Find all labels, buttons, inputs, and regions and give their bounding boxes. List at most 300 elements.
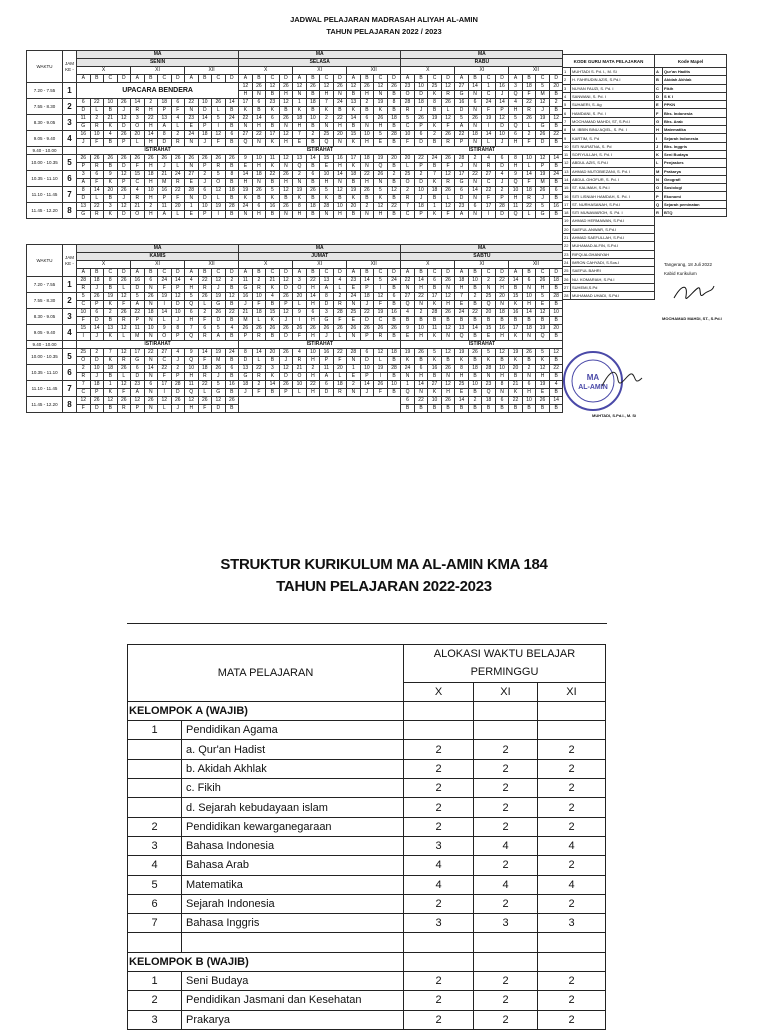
- subject-code: H: [495, 373, 509, 381]
- teacher-number: 9: [563, 134, 571, 142]
- teacher-code: 16: [320, 349, 334, 357]
- teacher-code: 16: [509, 309, 523, 317]
- subject-name: S K I: [663, 92, 727, 100]
- teacher-code: 27: [401, 293, 415, 301]
- subject-code: K: [239, 107, 253, 115]
- subject-code: E: [401, 333, 415, 341]
- teacher-code: 2: [198, 309, 212, 317]
- teacher-code: 26: [198, 155, 212, 163]
- teacher-code: 7: [77, 381, 91, 389]
- rombel-header: D: [495, 75, 509, 83]
- teacher-code: 22: [252, 131, 266, 139]
- subject-number: 5: [128, 875, 182, 894]
- teacher-number: 24: [563, 258, 571, 266]
- subject-name: Sejarah peminatan: [663, 200, 727, 208]
- class-header: XI: [538, 682, 606, 701]
- teacher-code: 11: [320, 365, 334, 373]
- teacher-code: 22: [414, 155, 428, 163]
- subject-code: Q: [536, 333, 550, 341]
- subject-code: P: [360, 333, 374, 341]
- subject-code: L: [171, 211, 185, 219]
- subject-code: H: [374, 123, 388, 131]
- subject-code: R: [77, 285, 91, 293]
- teacher-code: 18: [198, 131, 212, 139]
- hours-x: [404, 721, 474, 740]
- subject-code: H: [306, 389, 320, 397]
- teacher-code: 10: [198, 99, 212, 107]
- school-header: MA: [77, 245, 239, 253]
- teacher-name: SUHAERI, S. Ag: [571, 101, 655, 109]
- teacher-code: 6: [509, 131, 523, 139]
- teacher-code: 2: [293, 171, 307, 179]
- subject-key: M: [655, 167, 663, 175]
- teacher-code: 1: [428, 203, 442, 211]
- subject-code: G: [212, 301, 226, 309]
- teacher-code: 26: [414, 115, 428, 123]
- teacher-code: 25: [401, 171, 415, 179]
- teacher-code: 16: [239, 293, 253, 301]
- time-cell: 11.10 - 11.45: [27, 187, 63, 203]
- waktu-header: WAKTU: [27, 245, 63, 277]
- subject-key: L: [655, 159, 663, 167]
- teacher-name: SAEFUL BAHRI: [571, 267, 655, 275]
- teacher-code: 8: [293, 203, 307, 211]
- table-row: [128, 740, 606, 759]
- curriculum-title: STRUKTUR KURIKULUM MA AL-AMIN KMA 184: [220, 556, 548, 573]
- subject-code: B: [522, 357, 536, 365]
- teacher-code: 26: [171, 397, 185, 405]
- teacher-number: 17: [563, 200, 571, 208]
- teacher-name: AHMAD SAEFULLAH, S.Pd.I: [571, 233, 655, 241]
- subject-number: 1: [128, 972, 182, 991]
- teacher-code: 2: [252, 277, 266, 285]
- teacher-number: 15: [563, 184, 571, 192]
- teacher-code: 10: [414, 187, 428, 195]
- rombel-header: A: [455, 75, 469, 83]
- subject-code: P: [171, 333, 185, 341]
- teacher-code: 23: [401, 83, 415, 91]
- empty-cell: [404, 701, 474, 720]
- subject-key: C: [655, 84, 663, 92]
- mapel-header: MATA PELAJARAN: [128, 645, 404, 702]
- teacher-code: 12: [441, 83, 455, 91]
- subject-code: B: [333, 107, 347, 115]
- subject-code: N: [468, 91, 482, 99]
- teacher-name: KARTIM, S. Pd: [571, 134, 655, 142]
- teacher-code: 14: [509, 277, 523, 285]
- subject-code: Q: [509, 91, 523, 99]
- subject-code: J: [495, 139, 509, 147]
- teacher-code: 26: [279, 203, 293, 211]
- time-cell: 7.20 - 7.55: [27, 83, 63, 99]
- subject-code: B: [468, 373, 482, 381]
- teacher-code: 26: [117, 309, 131, 317]
- teacher-code: 28: [171, 381, 185, 389]
- rombel-header: D: [441, 269, 455, 277]
- subject-code: B: [455, 317, 469, 325]
- teacher-code: 26: [306, 325, 320, 333]
- teacher-code: 5: [374, 187, 388, 195]
- teacher-code: 10: [144, 187, 158, 195]
- teacher-code: 26: [252, 187, 266, 195]
- time-cell: 11.10 - 11.45: [27, 381, 63, 397]
- istirahat-label: ISTIRAHAT: [401, 147, 563, 155]
- teacher-code: 10: [360, 365, 374, 373]
- subject-code: D: [455, 107, 469, 115]
- teacher-name: SITI NURATNA, S. Pd: [571, 142, 655, 150]
- teacher-code: 2: [468, 293, 482, 301]
- subject-code: H: [279, 139, 293, 147]
- subject-code: B: [266, 389, 280, 397]
- teacher-code: 10: [360, 131, 374, 139]
- subject-code: R: [293, 357, 307, 365]
- subject-code: B: [104, 163, 118, 171]
- subject-code: R: [333, 301, 347, 309]
- teacher-code: 20: [549, 83, 563, 91]
- subject-code: J: [360, 389, 374, 397]
- teacher-code: 18: [522, 187, 536, 195]
- teacher-code: 24: [239, 203, 253, 211]
- teacher-code: 18: [333, 381, 347, 389]
- teacher-code: 11: [131, 325, 145, 333]
- teacher-code: 26: [441, 187, 455, 195]
- rombel-header: C: [158, 269, 172, 277]
- teacher-number: 19: [563, 217, 571, 225]
- subject-code: R: [117, 405, 131, 413]
- teacher-code: 12: [77, 397, 91, 405]
- teacher-code: 26: [522, 349, 536, 357]
- teacher-code: 26: [144, 155, 158, 163]
- teacher-code: 6: [77, 99, 91, 107]
- teacher-code: 21: [266, 277, 280, 285]
- subject-code: K: [347, 195, 361, 203]
- subject-code: P: [198, 123, 212, 131]
- subject-code: B: [225, 123, 239, 131]
- subject-code: B: [266, 123, 280, 131]
- subject-number: 7: [128, 914, 182, 933]
- teacher-code: 8: [428, 99, 442, 107]
- teacher-number: 4: [563, 92, 571, 100]
- teacher-code: 5: [185, 293, 199, 301]
- subject-key: O: [655, 184, 663, 192]
- subject-code: L: [90, 195, 104, 203]
- teacher-code: 12: [333, 187, 347, 195]
- teacher-code: 12: [131, 397, 145, 405]
- subject-code: N: [441, 373, 455, 381]
- teacher-code: 26: [441, 277, 455, 285]
- subject-code: E: [455, 389, 469, 397]
- rombel-header: A: [293, 269, 307, 277]
- subject-code: H: [252, 211, 266, 219]
- subject-code: O: [401, 179, 415, 187]
- hours-xi: 4: [474, 875, 538, 894]
- teacher-code: 1: [104, 381, 118, 389]
- hours-xii: 4: [538, 836, 606, 855]
- teacher-code: 18: [293, 115, 307, 123]
- teacher-code: 9: [401, 325, 415, 333]
- teacher-code: 18: [144, 309, 158, 317]
- teacher-code: 26: [212, 309, 226, 317]
- class-header: X: [77, 261, 131, 269]
- teacher-number: 26: [563, 275, 571, 283]
- subject-code: L: [441, 195, 455, 203]
- teacher-code: 12: [279, 365, 293, 373]
- teacher-code: 18: [306, 203, 320, 211]
- subject-code: N: [144, 357, 158, 365]
- subject-code: J: [414, 107, 428, 115]
- teacher-code: 12: [549, 349, 563, 357]
- subject-name: Sosiologi: [663, 184, 727, 192]
- subject-code: K: [104, 123, 118, 131]
- teacher-code: 26: [468, 115, 482, 123]
- subject-code: R: [198, 285, 212, 293]
- teacher-code: 26: [536, 187, 550, 195]
- hours-xii: 2: [538, 856, 606, 875]
- subject-code: C: [158, 357, 172, 365]
- teacher-code: 8: [509, 155, 523, 163]
- subject-code: B: [104, 285, 118, 293]
- teacher-code: 14: [239, 171, 253, 179]
- teacher-code: 26: [536, 277, 550, 285]
- teacher-code: 26: [117, 155, 131, 163]
- teacher-code: 28: [455, 155, 469, 163]
- upacara-label: UPACARA BENDERA: [77, 83, 239, 99]
- teacher-code: 17: [266, 131, 280, 139]
- subject-code: E: [347, 373, 361, 381]
- teacher-code: 22: [360, 171, 374, 179]
- subject-code: B: [509, 373, 523, 381]
- subject-code: H: [144, 123, 158, 131]
- subject-code: B: [225, 179, 239, 187]
- teacher-code: 5: [455, 115, 469, 123]
- teacher-code: 19: [401, 349, 415, 357]
- teacher-code: 22: [306, 277, 320, 285]
- teacher-code: 20: [347, 203, 361, 211]
- subject-code: B: [536, 317, 550, 325]
- subject-number: [128, 759, 182, 778]
- teacher-code: 2: [360, 203, 374, 211]
- subject-code: B: [387, 285, 401, 293]
- hours-xi: 2: [474, 759, 538, 778]
- teacher-code: 13: [77, 203, 91, 211]
- empty-cell: [128, 933, 182, 952]
- subject-code: D: [90, 405, 104, 413]
- subject-code: B: [468, 285, 482, 293]
- teacher-code: 24: [428, 155, 442, 163]
- teacher-code: 19: [536, 171, 550, 179]
- subject-code: I: [293, 317, 307, 325]
- empty-cell: [474, 701, 538, 720]
- subject-code: B: [306, 123, 320, 131]
- subject-code: O: [293, 285, 307, 293]
- teacher-code: 26: [198, 293, 212, 301]
- subject-code: B: [509, 405, 523, 413]
- teacher-code: 13: [293, 155, 307, 163]
- rombel-header: A: [77, 75, 91, 83]
- teacher-code: 26: [536, 397, 550, 405]
- subject-code: R: [252, 285, 266, 293]
- teacher-code: 25: [77, 349, 91, 357]
- teacher-code: 26: [387, 83, 401, 91]
- subject-code: R: [90, 163, 104, 171]
- teacher-code: 26: [252, 325, 266, 333]
- teacher-code: 26: [225, 155, 239, 163]
- teacher-code: 24: [549, 171, 563, 179]
- teacher-code: 22: [482, 187, 496, 195]
- subject-code: B: [428, 107, 442, 115]
- subject-code: K: [401, 357, 415, 365]
- subject-number: 2: [128, 817, 182, 836]
- teacher-code: 26: [117, 99, 131, 107]
- rombel-header: C: [536, 269, 550, 277]
- subject-code: B: [306, 91, 320, 99]
- class-header: XII: [185, 261, 239, 269]
- teacher-code: 14: [171, 277, 185, 285]
- teacher-code: 2: [171, 365, 185, 373]
- rombel-header: B: [360, 75, 374, 83]
- subject-code: B: [306, 107, 320, 115]
- teacher-code: 18: [252, 309, 266, 317]
- teacher-code: 14: [252, 115, 266, 123]
- subject-code: L: [198, 301, 212, 309]
- teacher-code: 27: [482, 171, 496, 179]
- teacher-name: SUHEMI,S.Pd: [571, 283, 655, 291]
- teacher-code: 12: [441, 203, 455, 211]
- subject-code: C: [482, 179, 496, 187]
- teacher-number: 23: [563, 250, 571, 258]
- subject-code: Q: [185, 389, 199, 397]
- subject-code: J: [495, 91, 509, 99]
- subject-code: B: [104, 373, 118, 381]
- subject-name: Sejarah Indonesia: [182, 894, 404, 913]
- teacher-code: 20: [401, 155, 415, 163]
- rombel-header: D: [549, 269, 563, 277]
- teacher-code: 12: [279, 187, 293, 195]
- class-header: XI: [293, 261, 347, 269]
- subject-code: H: [306, 285, 320, 293]
- subject-code: K: [266, 107, 280, 115]
- teacher-code: 18: [522, 325, 536, 333]
- subject-code: B: [549, 389, 563, 397]
- subject-code: Q: [401, 301, 415, 309]
- subject-code: I: [374, 285, 388, 293]
- subject-code: B: [522, 317, 536, 325]
- teacher-code: 26: [212, 365, 226, 373]
- teacher-code: 12: [104, 397, 118, 405]
- jam-cell: 3: [63, 115, 77, 131]
- subject-code: F: [77, 405, 91, 413]
- teacher-code: 2: [77, 365, 91, 373]
- subject-code: K: [104, 179, 118, 187]
- subject-code: B: [387, 389, 401, 397]
- subject-code: N: [441, 285, 455, 293]
- subject-code: F: [482, 107, 496, 115]
- teacher-code: 26: [117, 277, 131, 285]
- table-row: [128, 875, 606, 894]
- teacher-code: 5: [401, 115, 415, 123]
- subject-code: N: [468, 139, 482, 147]
- subject-code: B: [306, 163, 320, 171]
- subject-code: C: [374, 317, 388, 325]
- subject-code: H: [333, 211, 347, 219]
- teacher-code: 26: [212, 155, 226, 163]
- teacher-code: 10: [414, 83, 428, 91]
- teacher-number: 22: [563, 242, 571, 250]
- subject-code: N: [144, 405, 158, 413]
- subject-name: Bhs. Arab: [663, 117, 727, 125]
- teacher-code: 6: [198, 325, 212, 333]
- teacher-code: 5: [374, 277, 388, 285]
- teacher-code: 19: [293, 187, 307, 195]
- teacher-code: 2: [320, 115, 334, 123]
- teacher-code: 5: [212, 171, 226, 179]
- subject-code: D: [414, 179, 428, 187]
- rombel-header: B: [360, 269, 374, 277]
- subject-code: R: [252, 373, 266, 381]
- rombel-header: C: [374, 269, 388, 277]
- subject-code: N: [360, 211, 374, 219]
- hours-xi: 2: [474, 856, 538, 875]
- subject-code: E: [185, 179, 199, 187]
- teacher-code: 19: [374, 309, 388, 317]
- subject-code: D: [212, 317, 226, 325]
- teacher-name: SANWANI, S. Pd. I: [571, 92, 655, 100]
- subject-code: B: [549, 211, 563, 219]
- teacher-code: 18: [414, 203, 428, 211]
- teacher-code: 2: [549, 99, 563, 107]
- perminggu-header: PERMINGGU: [404, 663, 606, 682]
- teacher-code: 6: [252, 99, 266, 107]
- svg-text:AL-AMIN: AL-AMIN: [578, 384, 608, 391]
- teacher-code: 14: [468, 325, 482, 333]
- teacher-code: 15: [320, 155, 334, 163]
- teacher-code: 22: [185, 99, 199, 107]
- subject-code: C: [401, 123, 415, 131]
- teacher-code: 12: [225, 293, 239, 301]
- subject-code: F: [441, 123, 455, 131]
- class-header: X: [401, 67, 455, 75]
- subject-code: B: [468, 405, 482, 413]
- teacher-code: 20: [387, 155, 401, 163]
- hours-xii: 2: [538, 972, 606, 991]
- teacher-code: 26: [441, 309, 455, 317]
- teacher-code: 14: [455, 397, 469, 405]
- teacher-code: 12: [549, 115, 563, 123]
- subject-code: N: [252, 139, 266, 147]
- teacher-code: 4: [104, 131, 118, 139]
- subject-code: R: [171, 179, 185, 187]
- subject-code: B: [225, 139, 239, 147]
- subject-code: P: [414, 163, 428, 171]
- table-row: [128, 779, 606, 798]
- subject-code: H: [239, 179, 253, 187]
- subject-code: R: [522, 195, 536, 203]
- subject-code: B: [360, 107, 374, 115]
- teacher-code: 12: [117, 171, 131, 179]
- teacher-code: 10: [522, 155, 536, 163]
- jam-cell: 7: [63, 381, 77, 397]
- teacher-name: SITI LISNIAH HAMDAH, S. Pd. I: [571, 192, 655, 200]
- subject-code: K: [482, 357, 496, 365]
- teacher-code: 12: [212, 277, 226, 285]
- subject-code: Q: [455, 333, 469, 341]
- teacher-code: 18: [306, 99, 320, 107]
- subject-code: R: [482, 163, 496, 171]
- subject-code: E: [347, 317, 361, 325]
- subject-code: G: [536, 123, 550, 131]
- subject-code: A: [131, 389, 145, 397]
- teacher-code: 6: [468, 203, 482, 211]
